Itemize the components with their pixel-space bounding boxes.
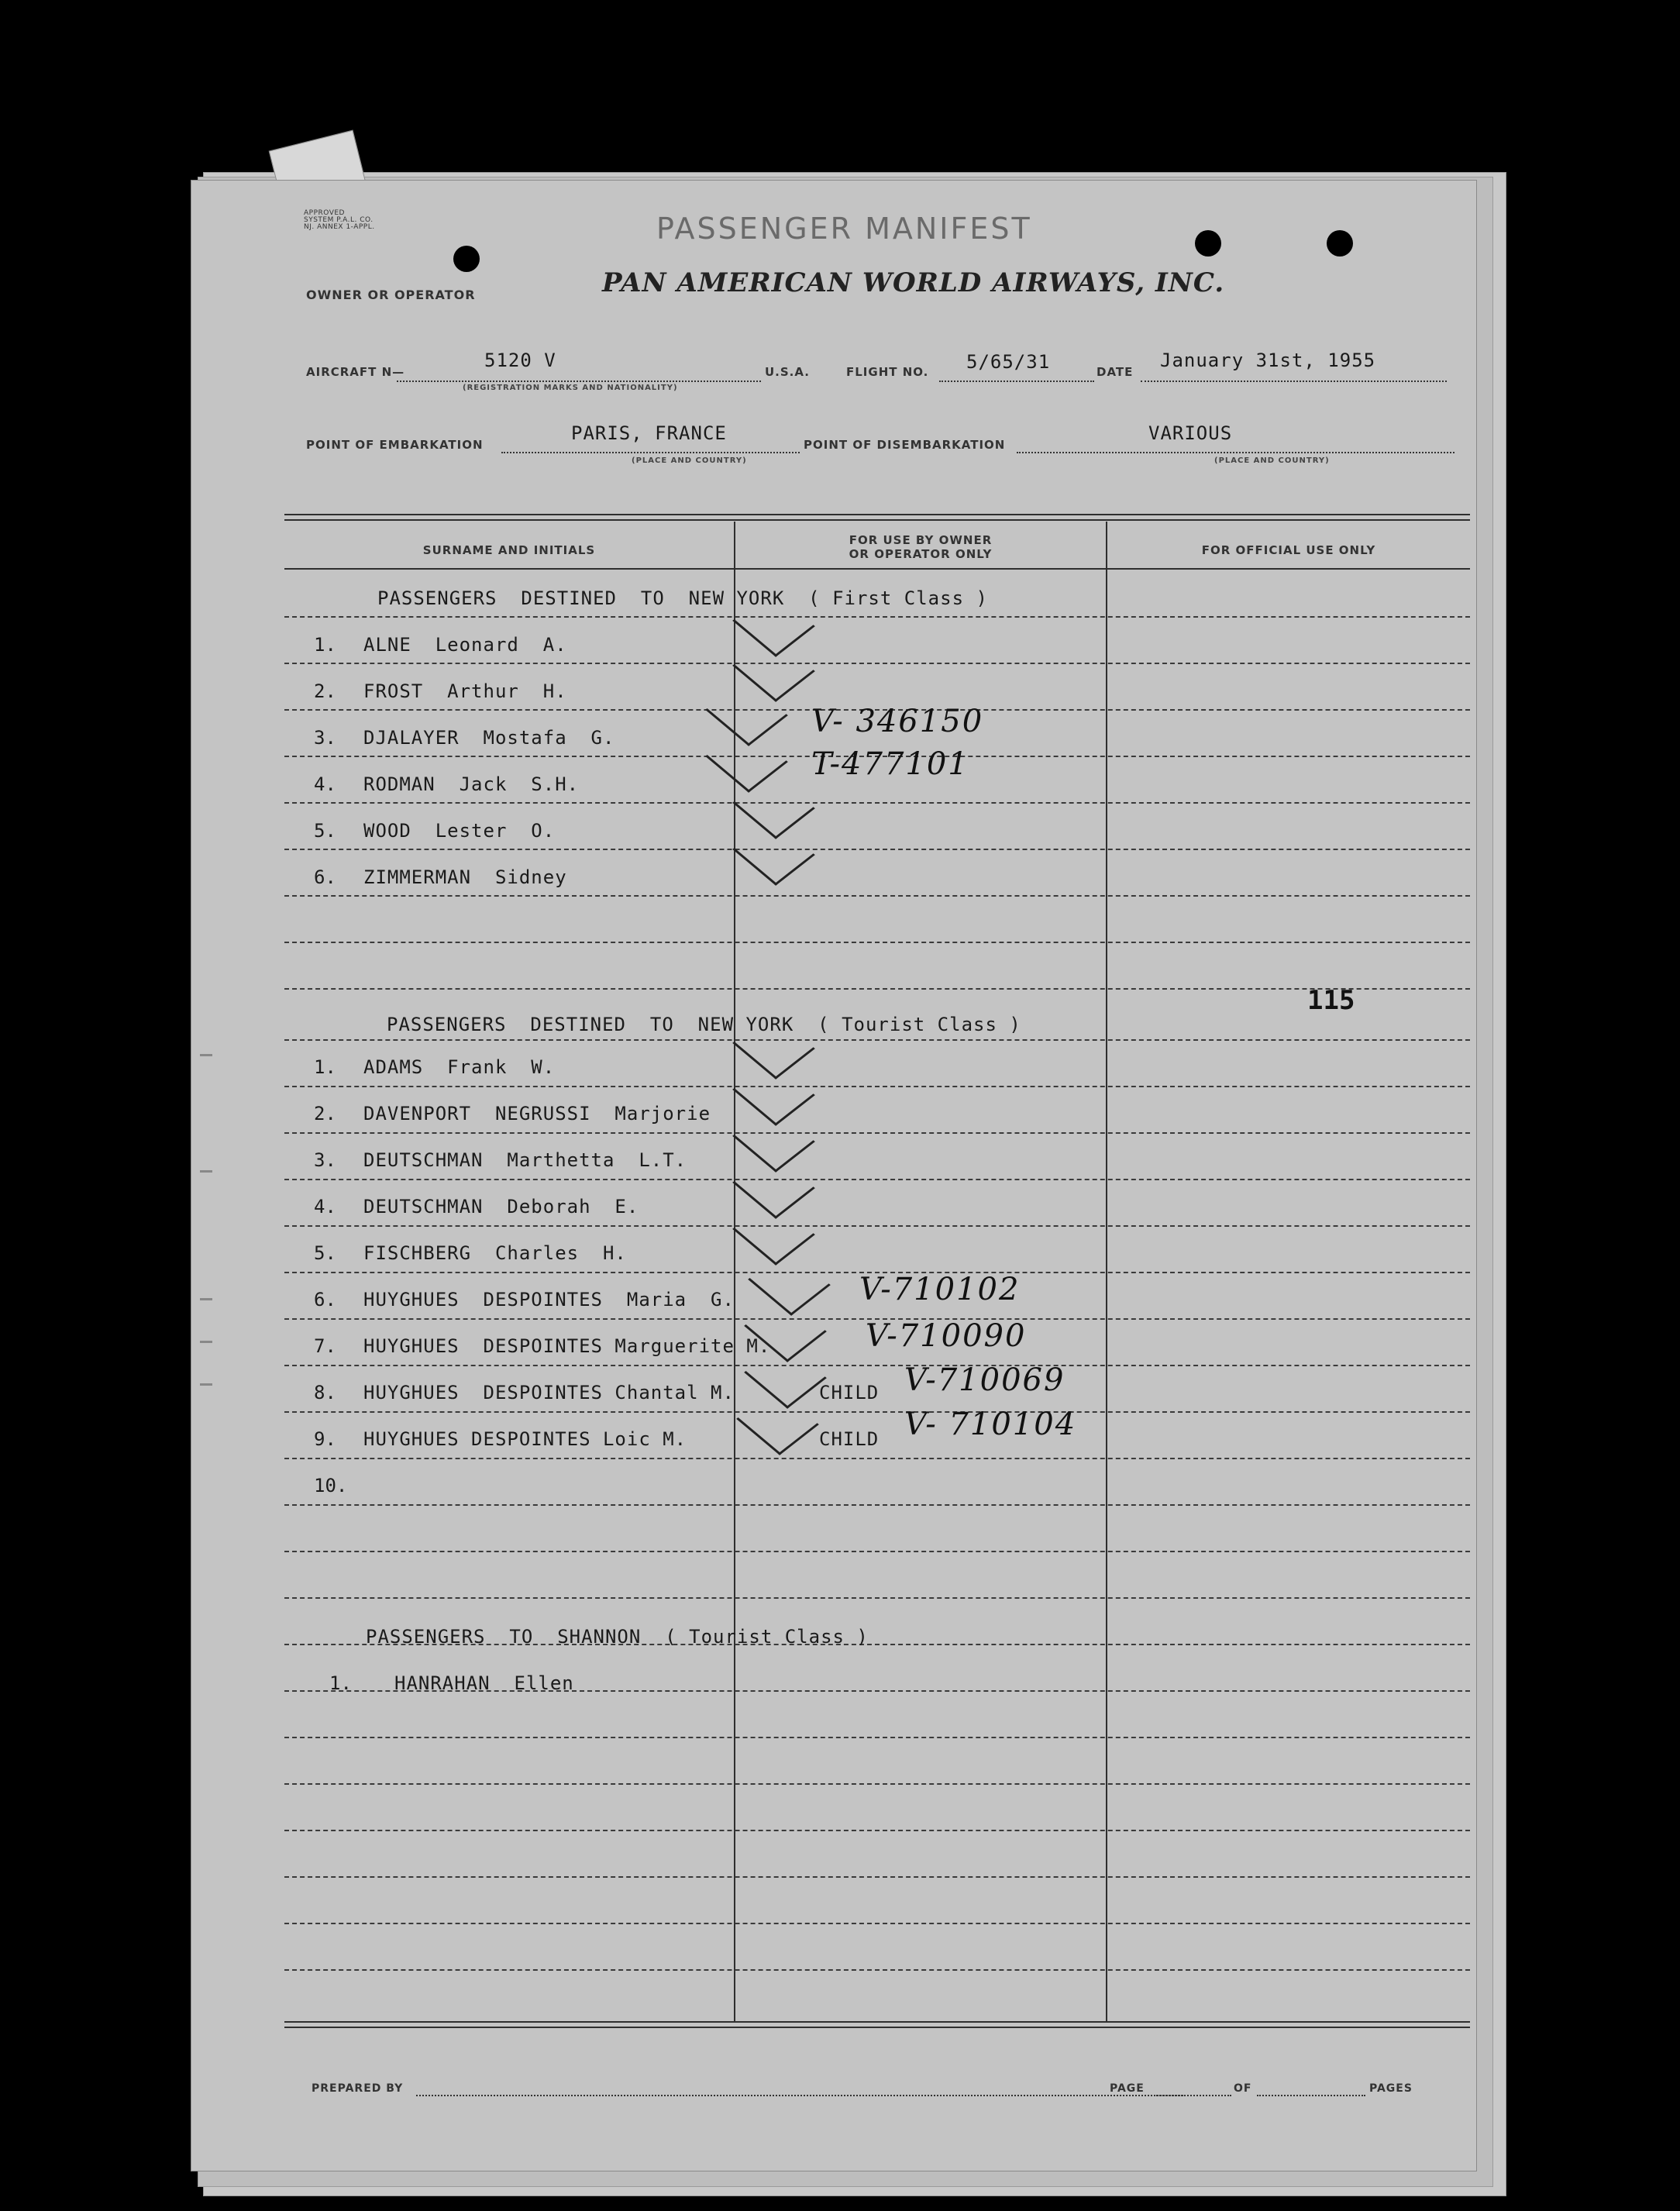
row-number: 6.	[314, 866, 336, 888]
passenger-name[interactable]: ZIMMERMAN Sidney	[363, 866, 567, 888]
row-rule	[284, 1179, 1470, 1180]
row-number: 8.	[314, 1382, 336, 1403]
handwritten-note: V-710069	[904, 1362, 1065, 1398]
table-top-rule	[284, 514, 1470, 515]
row-rule	[284, 849, 1470, 850]
check-mark	[732, 818, 815, 886]
passenger-name[interactable]: DEUTSCHMAN Marthetta L.T.	[363, 1149, 687, 1171]
row-rule	[284, 1365, 1470, 1366]
date-value[interactable]: January 31st, 1955	[1160, 350, 1376, 371]
edge-mark	[200, 1341, 212, 1343]
table-top-rule	[284, 519, 1470, 521]
prepared-by-line	[416, 2095, 1183, 2096]
approval-stamp: APPROVED SYSTEM P.A.L. CO. NJ. ANNEX 1-APPL.	[304, 209, 375, 231]
manifest-page	[191, 180, 1477, 2171]
row-number: 10.	[314, 1475, 348, 1496]
column-header-owner: FOR USE BY OWNER OR OPERATOR ONLY	[849, 533, 993, 561]
aircraft-label: AIRCRAFT N—	[306, 365, 405, 379]
passenger-name[interactable]: WOOD Lester O.	[363, 820, 556, 842]
page-count: 115	[1307, 985, 1355, 1016]
row-rule	[284, 1830, 1470, 1831]
row-number: 4.	[314, 1196, 336, 1217]
row-number: 1.	[314, 634, 336, 656]
edge-mark	[200, 1170, 212, 1173]
child-label: CHILD	[819, 1428, 880, 1450]
row-number: 5.	[314, 820, 336, 842]
disembark-hint: (PLACE AND COUNTRY)	[1214, 456, 1330, 465]
row-rule	[284, 1086, 1470, 1087]
embark-value[interactable]: PARIS, FRANCE	[571, 422, 727, 444]
passenger-name[interactable]: HUYGHUES DESPOINTES Maria G.	[363, 1289, 735, 1310]
row-rule	[284, 1504, 1470, 1506]
row-number: 1.	[329, 1672, 352, 1694]
page-line	[1154, 2095, 1231, 2096]
row-number: 1.	[314, 1056, 336, 1078]
row-rule	[284, 802, 1470, 804]
flight-line	[939, 381, 1094, 382]
row-rule	[284, 663, 1470, 664]
check-mark	[732, 1198, 815, 1266]
row-rule	[284, 1597, 1470, 1599]
column-header-official: FOR OFFICIAL USE ONLY	[1201, 543, 1376, 557]
row-number: 3.	[314, 1149, 336, 1171]
row-number: 5.	[314, 1242, 336, 1264]
edge-mark	[200, 1383, 212, 1386]
row-rule	[284, 1737, 1470, 1738]
section-heading: PASSENGERS DESTINED TO NEW YORK ( First Class )	[377, 587, 988, 609]
disembark-label: POINT OF DISEMBARKATION	[804, 438, 1006, 452]
row-rule	[284, 988, 1470, 990]
punch-hole	[1195, 230, 1221, 257]
row-rule	[284, 616, 1470, 618]
registration-hint: (REGISTRATION MARKS AND NATIONALITY)	[463, 384, 678, 392]
row-number: 6.	[314, 1289, 336, 1310]
disembark-line	[1017, 452, 1455, 453]
table-bottom-rule	[284, 2027, 1470, 2028]
disembark-value[interactable]: VARIOUS	[1148, 422, 1233, 444]
row-rule	[284, 1039, 1470, 1041]
usa-label: U.S.A.	[765, 365, 810, 379]
passenger-name[interactable]: ADAMS Frank W.	[363, 1056, 556, 1078]
header-rule	[284, 568, 1470, 570]
edge-mark	[200, 1054, 212, 1056]
row-number: 2.	[314, 680, 336, 702]
page-title: PASSENGER MANIFEST	[656, 212, 1032, 246]
row-rule	[284, 895, 1470, 897]
of-line	[1257, 2095, 1365, 2096]
flight-label: FLIGHT NO.	[846, 365, 929, 379]
punch-hole	[1327, 230, 1353, 257]
passenger-name[interactable]: FISCHBERG Charles H.	[363, 1242, 627, 1264]
row-rule	[284, 1225, 1470, 1227]
row-number: 9.	[314, 1428, 336, 1450]
row-number: 4.	[314, 773, 336, 795]
row-number: 2.	[314, 1103, 336, 1124]
prepared-by-label: PREPARED BY	[312, 2082, 404, 2095]
row-rule	[284, 1458, 1470, 1459]
date-label: DATE	[1096, 365, 1134, 379]
owner-label: OWNER OR OPERATOR	[306, 288, 476, 302]
handwritten-note: T-477101	[811, 746, 969, 782]
row-number: 3.	[314, 727, 336, 749]
passenger-name[interactable]: HUYGHUES DESPOINTES Marguerite M.	[363, 1335, 771, 1357]
row-rule	[284, 1876, 1470, 1878]
handwritten-note: V- 710104	[904, 1407, 1077, 1442]
aircraft-value[interactable]: 5120 V	[484, 350, 556, 371]
passenger-name[interactable]: HUYGHUES DESPOINTES Loic M.	[363, 1428, 687, 1450]
embark-line	[501, 452, 800, 453]
section-heading: PASSENGERS TO SHANNON ( Tourist Class )	[366, 1626, 869, 1648]
punch-hole	[453, 246, 480, 272]
embark-label: POINT OF EMBARKATION	[306, 438, 484, 452]
row-rule	[284, 1411, 1470, 1413]
passenger-name[interactable]: DJALAYER Mostafa G.	[363, 727, 615, 749]
passenger-name[interactable]: DAVENPORT NEGRUSSI Marjorie	[363, 1103, 711, 1124]
date-line	[1141, 381, 1447, 382]
passenger-name[interactable]: RODMAN Jack S.H.	[363, 773, 580, 795]
passenger-name[interactable]: HANRAHAN Ellen	[394, 1672, 574, 1694]
row-rule	[284, 942, 1470, 943]
flight-value[interactable]: 5/65/31	[966, 351, 1051, 373]
row-rule	[284, 1969, 1470, 1971]
section-heading: PASSENGERS DESTINED TO NEW YORK ( Tourist Class )	[387, 1014, 1021, 1035]
page-label: PAGE	[1110, 2082, 1145, 2095]
check-mark	[736, 1388, 819, 1455]
passenger-name[interactable]: HUYGHUES DESPOINTES Chantal M.	[363, 1382, 735, 1403]
airline-name: PAN AMERICAN WORLD AIRWAYS, INC.	[602, 267, 1225, 298]
child-label: CHILD	[819, 1382, 880, 1403]
handwritten-note: V- 346150	[811, 704, 984, 739]
passenger-name[interactable]: ALNE Leonard A.	[363, 634, 567, 656]
row-rule	[284, 1923, 1470, 1924]
handwritten-note: V-710090	[866, 1318, 1027, 1354]
passenger-name[interactable]: FROST Arthur H.	[363, 680, 567, 702]
passenger-name[interactable]: DEUTSCHMAN Deborah E.	[363, 1196, 639, 1217]
row-rule	[284, 1551, 1470, 1552]
row-rule	[284, 1132, 1470, 1134]
row-rule	[284, 1783, 1470, 1785]
column-header-surname: SURNAME AND INITIALS	[422, 543, 596, 557]
table-bottom-rule	[284, 2021, 1470, 2023]
of-label: OF	[1234, 2082, 1252, 2095]
handwritten-note: V-710102	[859, 1272, 1021, 1307]
row-number: 7.	[314, 1335, 336, 1357]
edge-mark	[200, 1298, 212, 1300]
aircraft-line	[397, 381, 761, 382]
embark-hint: (PLACE AND COUNTRY)	[632, 456, 747, 465]
pages-label: PAGES	[1369, 2082, 1413, 2095]
